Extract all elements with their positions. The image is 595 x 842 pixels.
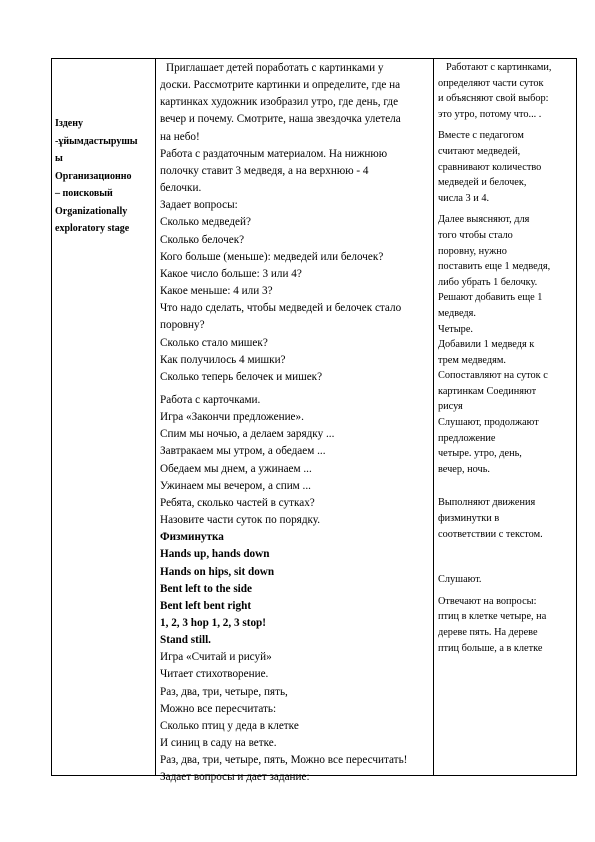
teacher-line: белочки. bbox=[160, 182, 202, 195]
children-line: рисуя bbox=[438, 401, 463, 413]
teacher-line: Сколько теперь белочек и мишек? bbox=[160, 370, 323, 383]
teacher-line: Какое число больше: 3 или 4? bbox=[160, 267, 302, 280]
children-line: и объясняют свой выбор: bbox=[438, 93, 549, 105]
teacher-activity-column bbox=[160, 60, 434, 787]
teacher-line: Как получилось 4 мишки? bbox=[160, 353, 286, 366]
children-line: трем медведям. bbox=[438, 354, 506, 366]
children-line: птиц больше, а в клетке bbox=[438, 642, 543, 654]
stage-line: ы bbox=[55, 153, 63, 164]
children-line: предложение bbox=[438, 432, 496, 444]
children-line: картинкам Соединяют bbox=[438, 385, 537, 397]
stage-line: Organizationally bbox=[55, 205, 128, 217]
teacher-line: Что надо сделать, чтобы медведей и белочек стало bbox=[160, 302, 402, 315]
children-line: это утро, потому что... . bbox=[438, 108, 542, 120]
teacher-line: Спим мы ночью, а делаем зарядку ... bbox=[160, 428, 335, 441]
teacher-line: Завтракаем мы утром, а обедаем ... bbox=[160, 445, 326, 458]
teacher-line: Сколько медведей? bbox=[160, 216, 251, 229]
column-divider bbox=[155, 59, 156, 775]
teacher-line: Задает вопросы и дает задание: bbox=[160, 771, 310, 784]
teacher-line: Обедаем мы днем, а ужинаем ... bbox=[160, 462, 312, 475]
teacher-line: Игра «Считай и рисуй» bbox=[160, 651, 272, 664]
children-line: соответствии с текстом. bbox=[438, 528, 543, 540]
children-line: Далее выясняют, для bbox=[438, 214, 530, 226]
children-line: физминутки в bbox=[438, 513, 500, 525]
teacher-line: Stand still. bbox=[160, 634, 211, 647]
teacher-line: доски. Рассмотрите картинки и определите, где на bbox=[160, 79, 401, 92]
children-line: Слушают, продолжают bbox=[438, 417, 539, 429]
teacher-line: Какое меньше: 4 или 3? bbox=[160, 285, 273, 298]
teacher-line: Работа с карточками. bbox=[160, 393, 261, 406]
teacher-line: полочку ставит 3 медведя, а на верхнюю - 4 bbox=[160, 164, 369, 177]
teacher-line: Hands on hips, sit down bbox=[160, 565, 275, 578]
children-line: Отвечают на вопросы: bbox=[438, 595, 537, 607]
teacher-line: Приглашает детей поработать с картинками у bbox=[166, 62, 384, 74]
teacher-line: Физминутка bbox=[160, 531, 224, 544]
children-line: медведя. bbox=[438, 307, 476, 319]
teacher-line: Кого больше (меньше): медведей или белочек? bbox=[160, 250, 384, 263]
children-line: четыре. утро, день, bbox=[438, 448, 522, 460]
children-line: Вместе с педагогом bbox=[438, 130, 524, 142]
children-line: Добавили 1 медведя к bbox=[438, 339, 535, 351]
teacher-line: Сколько птиц у деда в клетке bbox=[160, 719, 299, 732]
teacher-line: Ребята, сколько частей в сутках? bbox=[160, 496, 315, 509]
children-activity-column bbox=[438, 60, 574, 656]
teacher-line: на небо! bbox=[160, 130, 200, 143]
children-line: числа 3 и 4. bbox=[438, 192, 490, 204]
stage-line: – поисковый bbox=[55, 188, 113, 199]
children-line: того чтобы стало bbox=[438, 229, 513, 241]
teacher-line: Читает стихотворение. bbox=[160, 668, 269, 681]
children-line: медведей и белочек, bbox=[438, 177, 527, 189]
children-line: Четыре. bbox=[438, 323, 473, 335]
teacher-line: Назовите части суток по порядку. bbox=[160, 514, 321, 527]
children-line: сравнивают количество bbox=[438, 161, 542, 173]
teacher-line: поровну? bbox=[160, 319, 205, 332]
children-line: Выполняют движения bbox=[438, 497, 536, 509]
children-line: вечер, ночь. bbox=[438, 463, 491, 475]
teacher-line: Ужинаем мы вечером, а спим ... bbox=[160, 479, 311, 492]
children-line: поставить еще 1 медведя, bbox=[438, 261, 551, 273]
children-line: либо убрать 1 белочку. bbox=[438, 276, 538, 288]
stage-line: Іздену bbox=[55, 118, 83, 129]
teacher-line: Bent left to the side bbox=[160, 582, 252, 595]
stage-line: Организационно bbox=[55, 170, 132, 182]
stage-line: -ұйымдастырушы bbox=[55, 135, 138, 147]
teacher-line: Раз, два, три, четыре, пять, Можно все пересчитать! bbox=[160, 754, 408, 767]
children-line: Решают добавить еще 1 bbox=[438, 292, 543, 304]
children-line: Слушают. bbox=[438, 574, 482, 586]
children-line: дереве пять. На дереве bbox=[438, 627, 538, 638]
teacher-line: Игра «Закончи предложение». bbox=[160, 411, 304, 424]
children-line: Работают с картинками, bbox=[446, 62, 552, 73]
teacher-line: Можно все пересчитать: bbox=[160, 702, 277, 715]
children-line: птиц в клетке четыре, на bbox=[438, 611, 547, 623]
children-line: Сопоставляют на суток с bbox=[438, 370, 548, 382]
teacher-line: Работа с раздаточным материалом. На нижнюю bbox=[160, 147, 388, 160]
teacher-line: Сколько белочек? bbox=[160, 233, 245, 246]
teacher-line: И синиц в саду на ветке. bbox=[160, 737, 277, 750]
teacher-line: Bent left bent right bbox=[160, 599, 252, 612]
teacher-line: Сколько стало мишек? bbox=[160, 336, 268, 349]
teacher-line: Раз, два, три, четыре, пять, bbox=[160, 685, 288, 698]
children-line: поровну, нужно bbox=[438, 245, 507, 257]
children-line: считают медведей, bbox=[438, 145, 521, 157]
teacher-line: вечер и почему. Смотрите, наша звездочка улетела bbox=[160, 113, 401, 126]
teacher-line: Задает вопросы: bbox=[160, 199, 238, 212]
stage-column bbox=[55, 115, 153, 238]
teacher-line: 1, 2, 3 hop 1, 2, 3 stop! bbox=[160, 617, 266, 629]
teacher-line: Hands up, hands down bbox=[160, 548, 270, 561]
teacher-line: картинках художник изобразил утро, где день, где bbox=[160, 96, 399, 109]
children-line: определяют части суток bbox=[438, 77, 544, 89]
lesson-table bbox=[51, 58, 577, 784]
stage-line: exploratory stage bbox=[55, 223, 130, 234]
